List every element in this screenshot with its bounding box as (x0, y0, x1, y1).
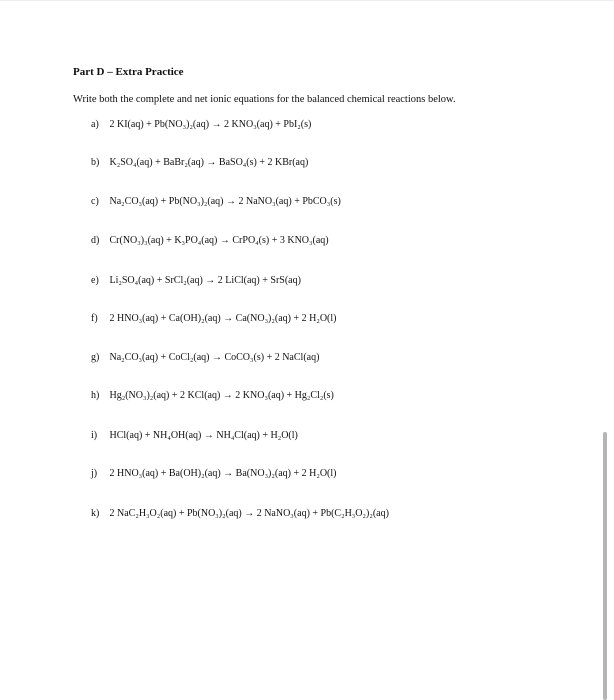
problem-letter: j) (91, 468, 98, 479)
problem-equation: 2 HNO₃(aq) + Ba(OH)₂(aq) → Ba(NO₃)₂(aq) + 2 H₂O(l) (109, 468, 337, 479)
problem-item (91, 235, 329, 246)
problem-equation: HCl(aq) + NH₄OH(aq) → NH₄Cl(aq) + H₂O(l) (109, 430, 298, 441)
problem-item (91, 508, 389, 519)
problem-equation: 2 HNO₃(aq) + Ca(OH)₂(aq) → Ca(NO₃)₂(aq) + 2 H₂O(l) (109, 313, 337, 324)
problem-equation: 2 NaC₂H₃O₂(aq) + Pb(NO₃)₂(aq) → 2 NaNO₃(aq) + Pb(C₂H₃O₂)₂(aq) (109, 508, 389, 519)
problem-item (91, 157, 308, 168)
problem-item (91, 275, 301, 286)
problem-letter: i) (91, 430, 98, 441)
instructions-text: Write both the complete and net ionic equations for the balanced chemical reactions below. (73, 94, 456, 105)
problem-item (91, 313, 336, 324)
problem-letter: d) (91, 235, 100, 246)
problem-letter: c) (91, 196, 99, 207)
problem-equation: K₂SO₄(aq) + BaBr₂(aq) → BaSO₄(s) + 2 KBr(aq) (109, 157, 309, 168)
problem-letter: e) (91, 275, 99, 286)
problem-equation: Na₂CO₃(aq) + Pb(NO₃)₂(aq) → 2 NaNO₃(aq) + PbCO₃(s) (109, 196, 341, 207)
problem-equation: 2 KI(aq) + Pb(NO₃)₂(aq) → 2 KNO₃(aq) + PbI₂(s) (109, 119, 312, 130)
problem-item (91, 468, 336, 479)
problem-equation: Hg₂(NO₃)₂(aq) + 2 KCl(aq) → 2 KNO₃(aq) + Hg₂Cl₂(s) (109, 390, 334, 401)
problem-item (91, 430, 298, 441)
problem-item (91, 119, 311, 130)
problem-letter: k) (91, 508, 100, 519)
problem-letter: a) (91, 119, 99, 130)
problem-equation: Li₂SO₄(aq) + SrCl₂(aq) → 2 LiCl(aq) + SrS(aq) (109, 275, 301, 286)
section-heading: Part D – Extra Practice (73, 66, 184, 78)
problem-item (91, 390, 334, 401)
problem-letter: f) (91, 313, 98, 324)
top-divider (0, 0, 614, 1)
problem-item (91, 196, 341, 207)
problem-equation: Na₂CO₃(aq) + CoCl₂(aq) → CoCO₃(s) + 2 NaCl(aq) (109, 352, 320, 363)
problem-letter: g) (91, 352, 100, 363)
vertical-scrollbar[interactable] (603, 432, 607, 700)
problem-item (91, 352, 319, 363)
problem-letter: b) (91, 157, 100, 168)
problem-equation: Cr(NO₃)₃(aq) + K₃PO₄(aq) → CrPO₄(s) + 3 KNO₃(aq) (109, 235, 329, 246)
problem-letter: h) (91, 390, 100, 401)
